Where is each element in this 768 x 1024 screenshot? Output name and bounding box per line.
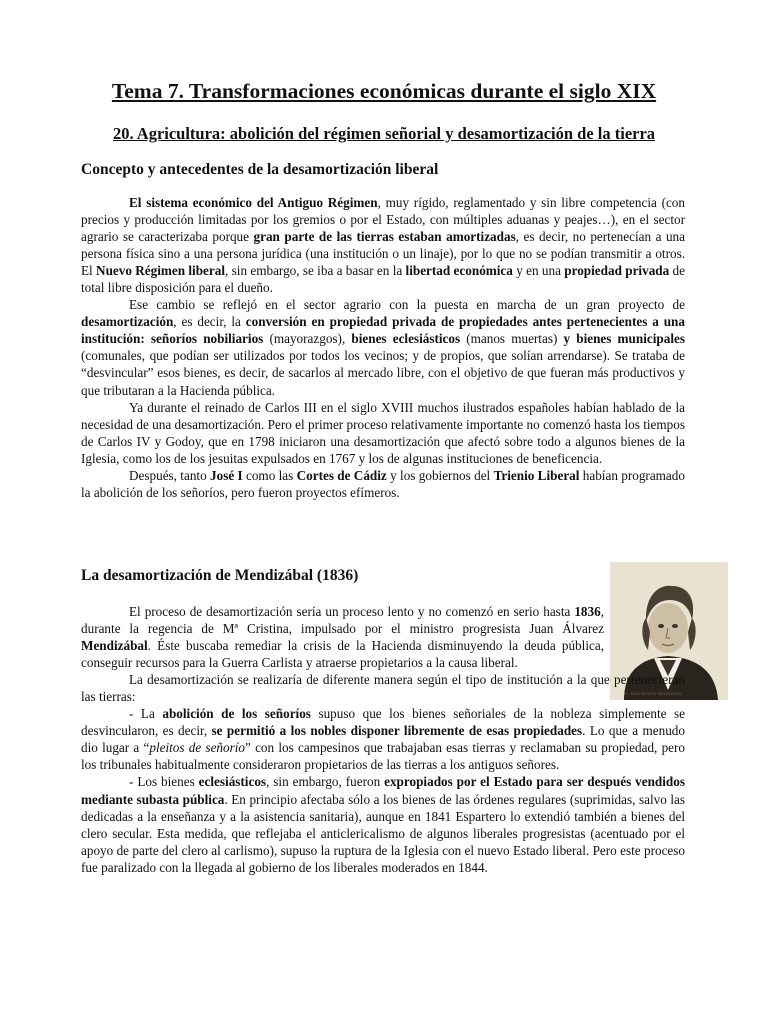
- paragraph-column: [81, 603, 604, 671]
- section-body-antecedentes: [81, 194, 685, 501]
- paragraph: [81, 296, 685, 398]
- bold-text: libertad económica: [405, 263, 513, 279]
- text-run: . Lo que a menudo dio lugar a “: [81, 723, 685, 756]
- text-run: , sin embargo, fueron: [266, 774, 385, 790]
- italic-text: pleitos de señorío: [149, 740, 245, 756]
- bold-text: El sistema económico del Antiguo Régimen: [129, 195, 378, 210]
- text-run: y los gobiernos del: [386, 467, 494, 483]
- text-run: - Los bienes: [129, 774, 199, 790]
- text-run: . En principio afectaba sólo a los bienes de las órdenes regulares (suprimidas, salvo las dedicadas a la enseñanza y a la asistencia sanitaria), aunque en 1841 Espartero lo extendió también a bienes del clero secular. Esta medida, que reflejaba el anticlericalismo de algunos liberales progresistas (acentuado por el apoyo de parte del clero al carlismo), supuso la ruptura de la Iglesia con el nuevo Estado liberal. Pero este proceso fue paralizado con la llegada al gobierno de los liberales moderados en 1844.: [81, 791, 685, 875]
- section-heading-antecedentes: Concepto y antecedentes de la desamortización liberal: [81, 161, 439, 178]
- text-run: supuso que los bienes señoriales de la nobleza simplemente se desvincularon, es decir,: [81, 706, 685, 739]
- text-run: y en una: [512, 263, 565, 279]
- bold-text: Cortes de Cádiz: [296, 467, 387, 483]
- paragraph: Ya durante el reinado de Carlos III en el siglo XVIII muchos ilustrados españoles habían hablado de la necesidad de una desamortización. Pero el primer proceso relativamente importante no comenzó hasta los tiempos de Carlos IV y Godoy, que en 1798 iniciaron una desamortización que afectó sobre todo a algunos bienes de la Iglesia, como los de los jesuitas expulsados en 1767 y los de algunas instituciones de beneficencia.: [81, 399, 685, 466]
- bold-text: desamortización: [81, 314, 174, 330]
- bold-text: José I: [210, 467, 243, 483]
- text-run: - La: [129, 706, 163, 722]
- bold-text: eclesiásticos: [198, 774, 267, 790]
- text-run: (comunales, que podían ser utilizados por todos los vecinos; y de propios, que solían arrendarse). Se trataba de “desvincular” esos bienes, es decir, de sacarlos al mercado libre, con el objetivo de que fueran más productivos y que tributaran a la Hacienda pública.: [81, 348, 685, 398]
- bold-text: propiedad privada: [564, 263, 670, 279]
- section-body-mendizabal: [81, 603, 685, 876]
- bold-text: Trienio Liberal: [493, 467, 580, 483]
- portrait-caption: D. Juan Álvarez Mendizábal: [624, 692, 682, 697]
- bold-text: 1836: [574, 604, 601, 619]
- text-run: . Éste buscaba remediar la crisis de la Hacienda disminuyendo la deuda pública, conseguir recursos para la Guerra Carlista y atraerse propietarios a la causa liberal.: [81, 638, 604, 671]
- bold-text: bienes eclesiásticos: [351, 331, 461, 347]
- paragraph: [81, 194, 685, 296]
- text-run: (mayorazgos),: [263, 331, 352, 347]
- bold-text: abolición de los señoríos: [162, 706, 311, 722]
- text-run: , muy rígido, reglamentado y sin libre competencia (con precios y producción limitadas por los gremios o por el Estado, con múltiples aduanas y peajes…), en el sector agrario se caracterizaba porque: [81, 195, 685, 245]
- text-run: , es decir, la: [173, 314, 246, 330]
- document-subtitle: 20. Agricultura: abolición del régimen señorial y desamortización de la tierra: [112, 124, 656, 143]
- bold-text: Nuevo Régimen liberal: [96, 263, 226, 279]
- bold-text: gran parte de las tierras estaban amortizadas: [253, 229, 516, 245]
- bold-text: conversión en propiedad privada de propiedades antes pertenecientes a una institución: señoríos nobiliarios: [81, 314, 685, 347]
- paragraph: La desamortización se realizaría de diferente manera según el tipo de institución a la que pertenecieran las tierras:: [81, 672, 685, 705]
- text-run: Ese cambio se reflejó en el sector agrario con la puesta en marcha de un gran proyecto de: [129, 297, 685, 313]
- bold-text: se permitió a los nobles disponer libremente de esas propiedades: [211, 723, 583, 739]
- text-run: ” con los campesinos que trabajaban esas tierras y reclamaban su propiedad, pero los tribunales habitualmente consideraron propietarios de las tierras a los antiguos señores.: [81, 740, 685, 773]
- bold-text: expropiados por el Estado para ser después vendidos mediante subasta pública: [81, 774, 685, 807]
- document-title: Tema 7. Transformaciones económicas durante el siglo XIX: [111, 79, 657, 103]
- text-run: El proceso de desamortización sería un proceso lento y no comenzó en serio hasta: [129, 604, 575, 619]
- text-run: como las: [242, 467, 297, 483]
- paragraph: [81, 467, 685, 501]
- bold-text: y bienes municipales: [563, 331, 685, 347]
- text-run: habían programado la abolición de los señoríos, pero fueron proyectos efímeros.: [81, 467, 685, 500]
- paragraph: [81, 603, 604, 671]
- text-run: , es decir, no pertenecían a una persona física sino a una persona jurídica (una institución o un linaje), por lo que no se podían transmitir a otros. El: [81, 229, 685, 279]
- text-run: de total libre disposición para el dueño.: [81, 263, 685, 296]
- text-run: , durante la regencia de Mª Cristina, impulsado por el ministro progresista Juan Álvarez: [81, 604, 604, 637]
- text-run: Después, tanto: [129, 467, 211, 483]
- list-item: [81, 705, 685, 773]
- bold-text: Mendizábal: [81, 638, 148, 654]
- list-item: [81, 773, 685, 875]
- section-heading-mendizabal: La desamortización de Mendizábal (1836): [81, 567, 359, 584]
- text-run: , sin embargo, se iba a basar en la: [225, 263, 406, 279]
- text-run: (manos muertas): [460, 331, 564, 347]
